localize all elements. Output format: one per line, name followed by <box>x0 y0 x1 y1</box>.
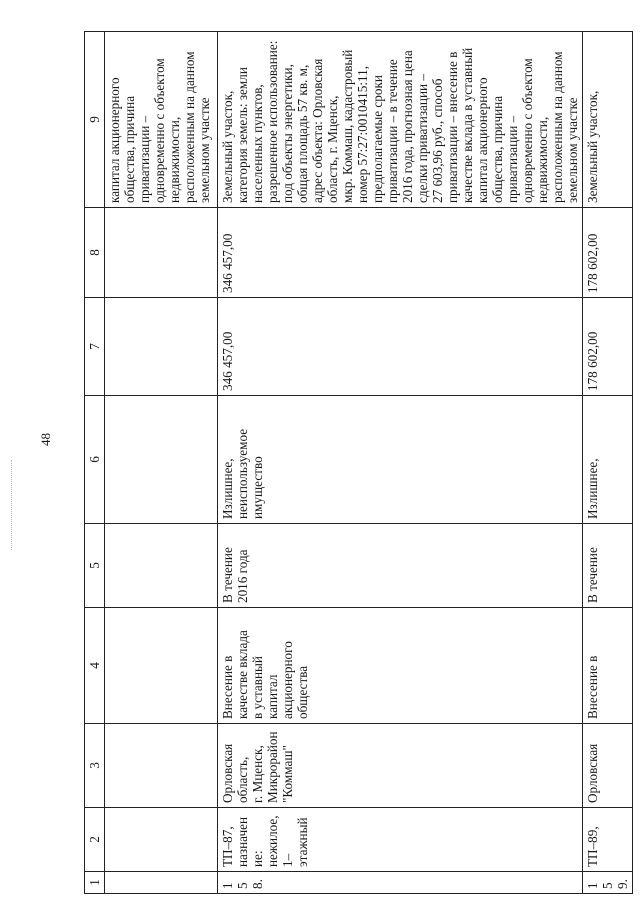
cell-method: Внесение в <box>583 608 633 724</box>
cell-reason: Излишнее, <box>583 396 633 524</box>
cell-value-8: 346 457,00 <box>218 208 583 298</box>
header-cell-6: 6 <box>85 396 105 524</box>
binding-margin-dots <box>11 460 12 550</box>
header-cell-1: 1 <box>85 872 105 894</box>
table-row <box>583 32 633 894</box>
table-row <box>105 32 218 894</box>
cell-value-7: 346 457,00 <box>218 298 583 396</box>
cell-note: Земельный участок, <box>583 32 633 208</box>
cell-reason: Излишнее, неиспользуемое имущество <box>218 396 583 524</box>
cell-note: капитал акционерного общества, причина приватизации – одновременно с объектом недвижимости, расположенным на данном земельном участке <box>105 32 218 208</box>
page-number: 48 <box>38 433 53 446</box>
cell-location: Орловская область, г. Мценск, Микрорайон "Коммаш" <box>218 724 583 808</box>
cell-num: 159. <box>583 872 633 894</box>
cell-value-7: 178 602,00 <box>583 298 633 396</box>
header-row <box>85 32 105 894</box>
header-cell-8: 8 <box>85 208 105 298</box>
header-cell-4: 4 <box>85 608 105 724</box>
header-cell-3: 3 <box>85 724 105 808</box>
header-cell-2: 2 <box>85 808 105 872</box>
header-cell-9: 9 <box>85 32 105 208</box>
cell-term: В течение 2016 года <box>218 524 583 608</box>
header-cell-5: 5 <box>85 524 105 608</box>
cell-method: Внесение в качестве вклада в уставный капитал акционерного общества <box>218 608 583 724</box>
cell-num: 158. <box>218 872 583 894</box>
cell-name: ТП–89, <box>583 808 633 872</box>
table-row <box>218 32 583 894</box>
cell-name: ТП–87, назначение: нежилое, 1–этажный <box>218 808 583 872</box>
cell-location: Орловская <box>583 724 633 808</box>
cell-term: В течение <box>583 524 633 608</box>
header-cell-7: 7 <box>85 298 105 396</box>
cell-value-8: 178 602,00 <box>583 208 633 298</box>
cell-note: Земельный участок, категория земель: земли населенных пунктов, разрешенное использование: под объекты энергетики, общая площадь 57 кв. м, адрес объекта: Орловская область, г. Мценск, мкр. Коммаш, кадастровый номер 57:27:0010415:11, предполагаемые сроки приватизации – в течение 2016 года, прогнозная цена сделки приватизации – 27 603,96 руб., способ приватизации – внесение в качестве вклада в уставный капитал акционерного общества, причина приватизации – одновременно с объектом недвижимости, расположенным на данном земельном участке <box>218 32 583 208</box>
privatization-table <box>84 31 633 894</box>
rotated-table-container <box>84 32 630 894</box>
